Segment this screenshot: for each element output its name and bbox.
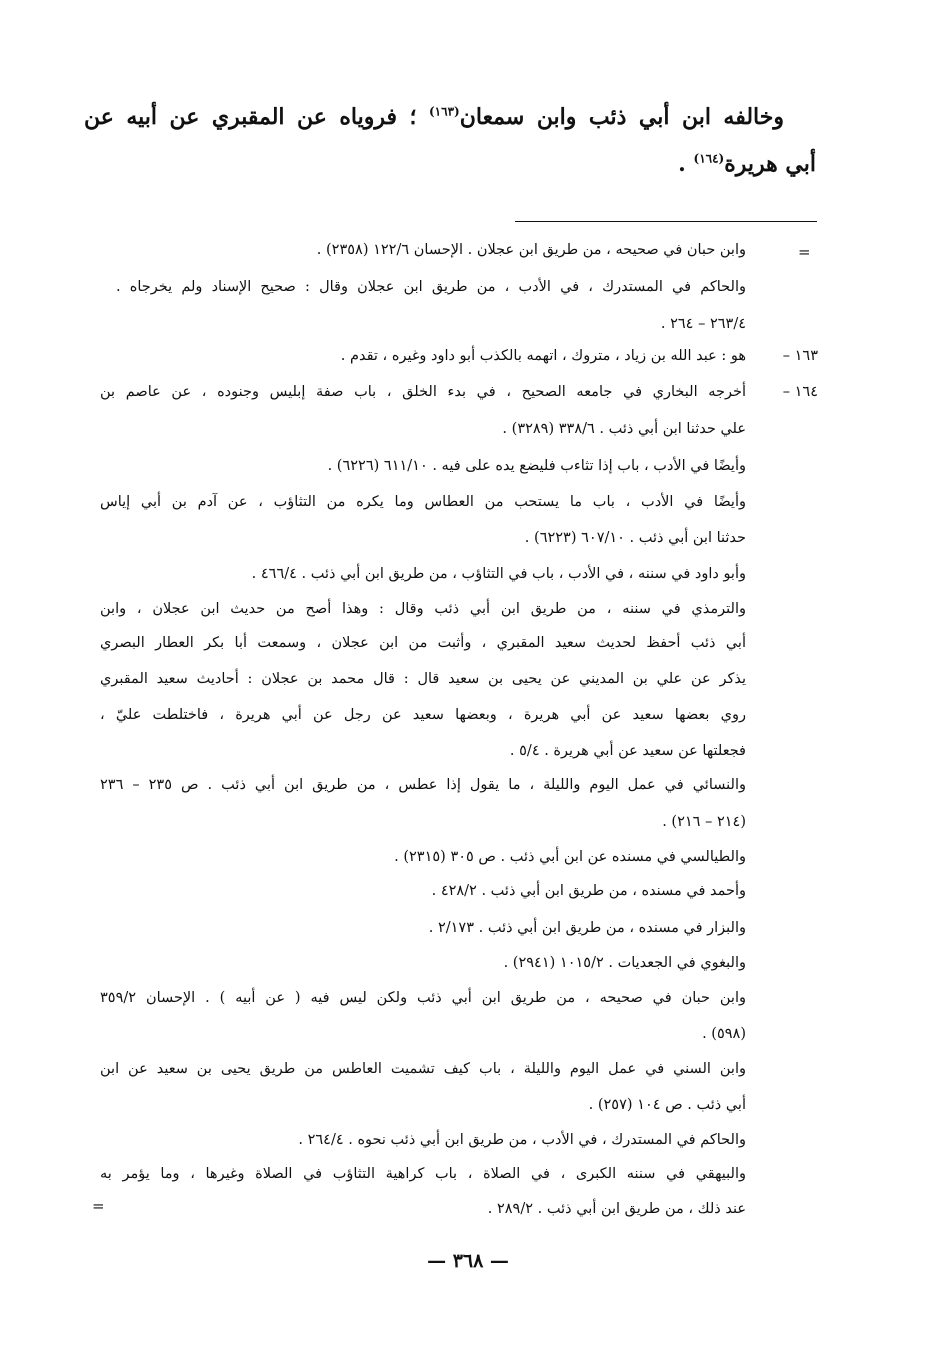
footnote-line: حدثنا ابن أبي ذئب . ٦٠٧/١٠ (٦٢٢٣) . — [524, 530, 746, 546]
footnote-ref-163[interactable]: (١٦٣) — [428, 104, 460, 119]
footnote-line: وابن حبان في صحيحه ، من طريق ابن أبي ذئب ولكن ليس فيه ( عن أبيه ) . الإحسان ٣٥٩/٢ — [100, 990, 746, 1006]
footnote-ref-164[interactable]: (١٦٤) — [693, 151, 725, 166]
footnote-number-163: ١٦٣ – — [782, 348, 818, 364]
footnote-line: أخرجه البخاري في جامعه الصحيح ، في بدء الخلق ، باب صفة إبليس وجنوده ، عن عاصم بن — [100, 384, 746, 400]
main-text-segment: أبي هريرة — [724, 151, 816, 177]
footnote-line: والبغوي في الجعديات . ١٠١٥/٢ (٢٩٤١) . — [503, 955, 746, 971]
page-number: — ٣٦٨ — — [427, 1250, 509, 1272]
footnote-line: (٢١٤ – ٢١٦) . — [662, 814, 746, 830]
footnote-line: (٥٩٨) . — [702, 1026, 746, 1042]
main-text-line-2 — [678, 150, 816, 178]
footnote-line: وأبو داود في سننه ، في الأدب ، باب في التثاؤب ، من طريق ابن أبي ذئب . ٤٦٦/٤ . — [251, 566, 746, 582]
continuation-mark-bottom: = — [92, 1197, 105, 1215]
footnote-line: أبي ذئب . ص ١٠٤ (٢٥٧) . — [588, 1097, 746, 1113]
footnote-line: والنسائي في عمل اليوم والليلة ، ما يقول إذا عطس ، من طريق ابن أبي ذئب . ص ٢٣٥ – ٢٣٦ — [100, 777, 747, 793]
footnote-line: يذكر عن علي بن المديني عن يحيى بن سعيد قال : قال محمد بن عجلان : أحاديث سعيد المقبري — [100, 671, 746, 687]
footnote-line: عند ذلك ، من طريق ابن أبي ذئب . ٢٨٩/٢ . — [487, 1201, 746, 1217]
footnote-line: وابن السني في عمل اليوم والليلة ، باب كيف تشميت العاطس من طريق يحيى بن سعيد عن ابن — [100, 1061, 746, 1077]
main-text-line-1 — [84, 103, 784, 131]
footnote-line: علي حدثنا ابن أبي ذئب . ٣٣٨/٦ (٣٢٨٩) . — [502, 421, 746, 437]
footnote-line: والبيهقي في سننه الكبرى ، في الصلاة ، باب كراهية التثاؤب في الصلاة وغيرها ، وما يؤمر به — [100, 1166, 746, 1182]
footnote-line: وابن حبان في صحيحه ، من طريق ابن عجلان . الإحسان ١٢٢/٦ (٢٣٥٨) . — [316, 242, 746, 258]
footnote-line: وأيضًا في الأدب ، باب ما يستحب من العطاس وما يكره من التثاؤب ، عن آدم بن أبي إياس — [100, 494, 746, 510]
main-text-segment: ؛ فروياه عن المقبري عن أبيه عن — [84, 104, 417, 130]
footnote-line: روي بعضها سعيد عن أبي هريرة ، وبعضها سعيد عن رجل عن أبي هريرة ، فاختلطت عليّ ، — [100, 707, 746, 723]
footnote-line: وأيضًا في الأدب ، باب إذا تثاءب فليضع يده على فيه . ٦١١/١٠ (٦٢٢٦) . — [327, 458, 746, 474]
footnote-line: والحاكم في المستدرك ، في الأدب ، من طريق ابن عجلان وقال : صحيح الإسناد ولم يخرجاه . — [116, 279, 746, 295]
main-text-segment: وخالفه ابن أبي ذئب وابن سمعان — [459, 104, 784, 130]
continuation-mark-top: = — [798, 243, 811, 261]
footnote-line: والترمذي في سننه ، من طريق ابن أبي ذئب وقال : وهذا أصح من حديث ابن عجلان ، وابن — [100, 601, 746, 617]
footnote-line: والحاكم في المستدرك ، في الأدب ، من طريق ابن أبي ذئب نحوه . ٢٦٤/٤ . — [298, 1132, 746, 1148]
footnote-line: هو : عبد الله بن زياد ، متروك ، اتهمه بالكذب أبو داود وغيره ، تقدم . — [340, 348, 746, 364]
footnote-line: فجعلتها عن سعيد عن أبي هريرة . ٥/٤ . — [509, 743, 746, 759]
footnote-separator — [515, 221, 817, 222]
footnote-line: والبزار في مسنده ، من طريق ابن أبي ذئب . ٢/١٧٣ . — [428, 920, 746, 936]
footnote-line: والطيالسي في مسنده عن ابن أبي ذئب . ص ٣٠٥ (٢٣١٥) . — [394, 849, 746, 865]
main-text-segment: . — [678, 151, 686, 177]
footnote-line: أبي ذئب أحفظ لحديث سعيد المقبري ، وأثبت من ابن عجلان ، وسمعت أبا بكر العطار البصري — [100, 635, 746, 651]
footnote-number-164: ١٦٤ – — [782, 384, 818, 400]
footnote-line: وأحمد في مسنده ، من طريق ابن أبي ذئب . ٤٢٨/٢ . — [431, 883, 746, 899]
footnote-line: ٢٦٣/٤ – ٢٦٤ . — [660, 316, 746, 332]
